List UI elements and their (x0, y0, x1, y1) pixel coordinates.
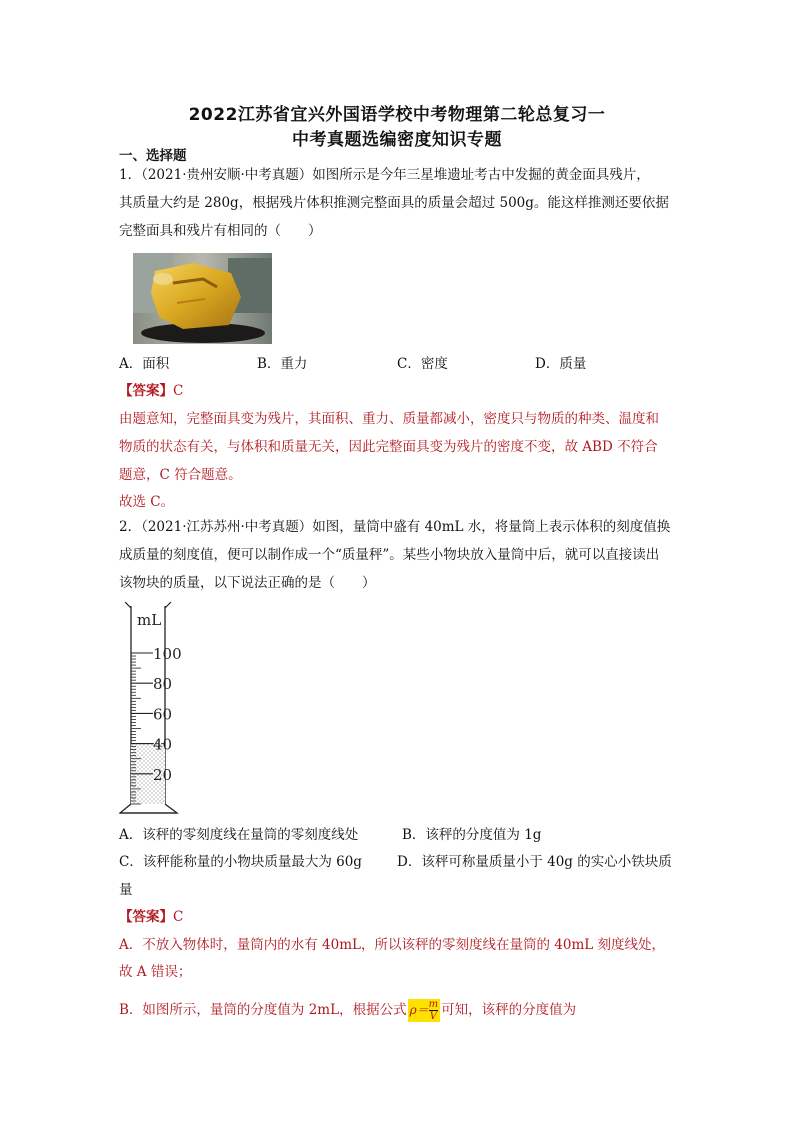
title-line-2: 中考真题选编密度知识专题 (292, 130, 502, 150)
cylinder-tick-label: 80 (153, 675, 173, 694)
q1-answer-label: 【答案】 (119, 383, 173, 399)
q2-explanation-a-2: 故 A 错误； (119, 964, 192, 980)
graduated-cylinder-diagram (119, 600, 229, 820)
q2-line-1: 2．（2021·江苏苏州·中考真题）如图，量筒中盛有 40mL 水，将量筒上表示体积的刻度值换 (119, 519, 671, 535)
cylinder-tick-label: 100 (153, 645, 182, 663)
q1-conclusion: 故选 C。 (119, 494, 175, 510)
cylinder-tick-label: 60 (153, 705, 173, 724)
cylinder-unit-label: mL (137, 611, 162, 629)
q2-answer (119, 907, 183, 927)
q2-explanation-a-1: A．不放入物体时，量筒内的水有 40mL，所以该秤的零刻度线在量筒的 40mL 刻度线处， (119, 937, 666, 953)
q2-option-c: C．该秤能称量的小物块质量最大为 60g (119, 854, 362, 870)
q1-answer (119, 381, 183, 401)
q2-option-d-cont: 量 (119, 882, 133, 898)
q1-answer-value: C (173, 383, 184, 399)
q1-line-3: 完整面具和残片有相同的（ ） (119, 223, 322, 239)
golden-mask-photo (133, 253, 272, 344)
cylinder-tick-label: 40 (153, 735, 173, 754)
q1-option-b: B．重力 (257, 356, 308, 372)
formula-numerator: m (428, 999, 439, 1010)
cylinder-tick-label: 20 (153, 765, 173, 784)
formula-rho: ρ＝ (409, 1003, 429, 1017)
section-heading: 一、选择题 (119, 148, 187, 164)
q2-answer-label: 【答案】 (119, 909, 173, 925)
q1-line-1: 1．（2021·贵州安顺·中考真题）如图所示是今年三星堆遗址考古中发掘的黄金面具残片， (119, 167, 650, 183)
q1-explanation-1: 由题意知，完整面具变为残片，其面积、重力、质量都减小，密度只与物质的种类、温度和 (119, 411, 659, 427)
density-formula (408, 999, 441, 1022)
q2-explanation-b-pre: B．如图所示，量筒的分度值为 2mL，根据公式 (119, 1002, 407, 1018)
q2-explanation-b (119, 999, 576, 1022)
formula-denominator: V (429, 1011, 437, 1022)
q1-explanation-3: 题意，C 符合题意。 (119, 467, 242, 483)
q1-explanation-2: 物质的状态有关，与体积和质量无关，因此完整面具变为残片的密度不变，故 ABD 不符合 (119, 439, 658, 455)
q1-option-a: A．面积 (119, 356, 170, 372)
q2-line-2: 成质量的刻度值，便可以制作成一个“质量秤”。某些小物块放入量筒中后，就可以直接读出 (119, 547, 660, 563)
q1-option-d: D．质量 (535, 356, 587, 372)
q1-line-2: 其质量大约是 280g，根据残片体积推测完整面具的质量会超过 500g。能这样推测还要依据 (119, 195, 669, 211)
q2-line-3: 该物块的质量，以下说法正确的是（ ） (119, 575, 376, 591)
q2-answer-value: C (173, 909, 184, 925)
q2-option-a: A．该秤的零刻度线在量筒的零刻度线处 (119, 827, 359, 843)
q1-option-c: C．密度 (397, 356, 448, 372)
q2-option-b: B．该秤的分度值为 1g (402, 827, 542, 843)
q2-option-d: D．该秤可称量质量小于 40g 的实心小铁块质 (397, 854, 672, 870)
title-line-1: 2022江苏省宜兴外国语学校中考物理第二轮总复习一 (188, 105, 606, 125)
q2-explanation-b-post: 可知，该秤的分度值为 (441, 1002, 577, 1018)
